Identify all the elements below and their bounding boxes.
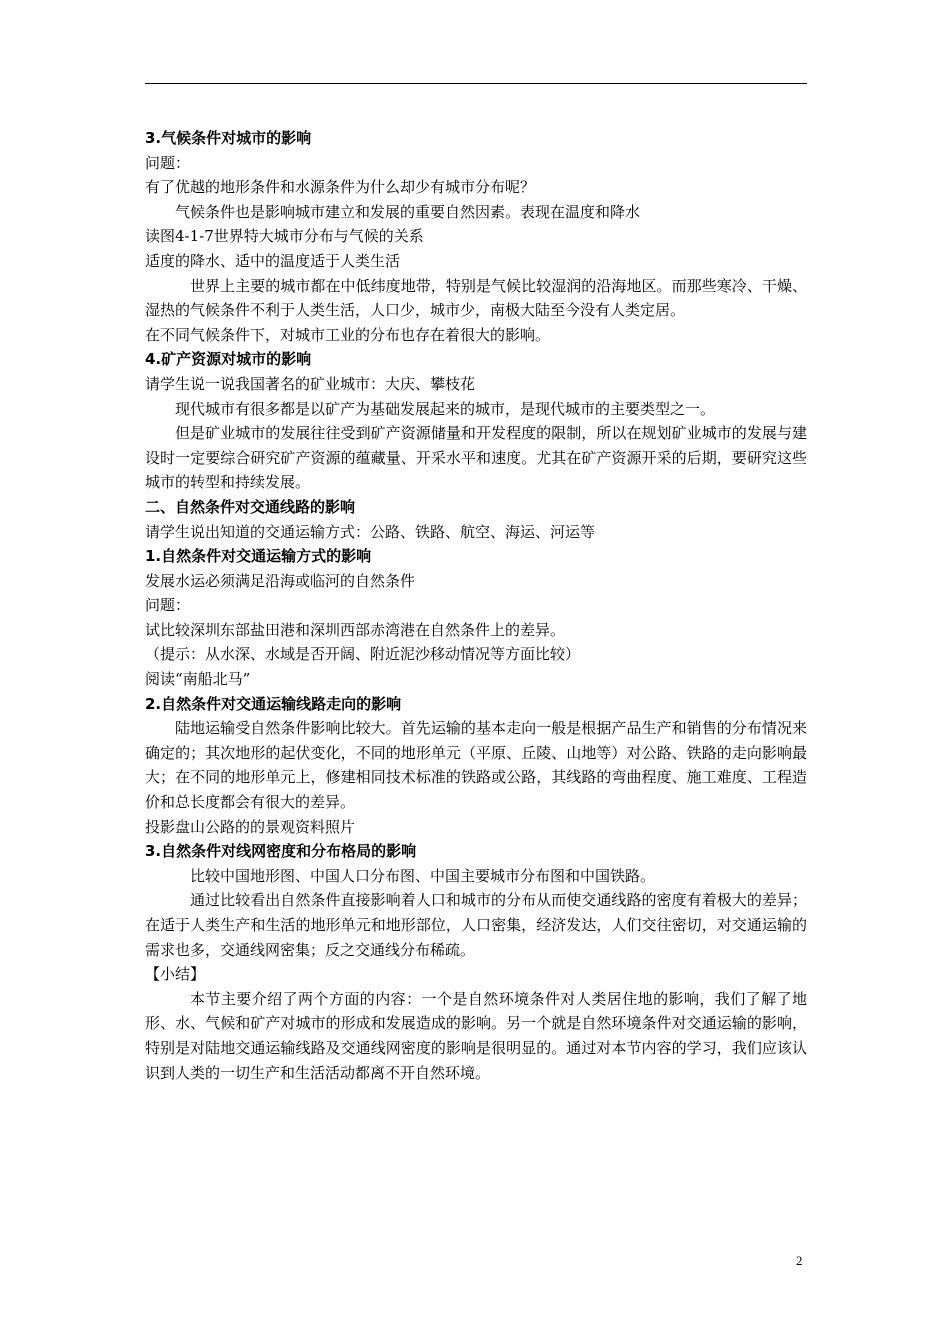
hint: （提示：从水深、水域是否开阔、附近泥沙移动情况等方面比较） xyxy=(145,645,581,664)
question-label: 问题： xyxy=(145,596,191,615)
header-rule xyxy=(145,83,807,84)
paragraph: 陆地运输受自然条件影响比较大。首先运输的基本走向一般是根据产品生产和销售的分布情况来确定的；其次地形的起伏变化，不同的地形单元（平原、丘陵、山地等）对公路、铁路的走向影响最大；在不同的地形单元上，修建相同技术标准的铁路或公路，其线路的弯曲程度、施工难度、工程造价和总长度都会有很大的差异。 xyxy=(145,719,807,812)
paragraph: 世界上主要的城市都在中低纬度地带，特别是气候比较湿润的沿海地区。而那些寒冷、干燥、湿热的气候条件不利于人类生活，人口少，城市少，南极大陆至今没有人类定居。 xyxy=(145,276,807,320)
heading-transport: 二、自然条件对交通线路的影响 xyxy=(145,497,356,516)
paragraph: 发展水运必须满足沿海或临河的自然条件 xyxy=(145,571,416,590)
paragraph: 在不同气候条件下，对城市工业的分布也存在着很大的影响。 xyxy=(145,325,551,344)
paragraph: 阅读“南船北马” xyxy=(145,670,251,689)
heading-transport-modes: 1.自然条件对交通运输方式的影响 xyxy=(145,547,372,566)
paragraph: 投影盘山公路的的景观资料照片 xyxy=(145,817,356,836)
heading-route-direction: 2.自然条件对交通运输线路走向的影响 xyxy=(145,694,402,713)
paragraph: 请学生说一说我国著名的矿业城市：大庆、攀枝花 xyxy=(145,374,476,393)
paragraph: 现代城市有很多都是以矿产为基础发展起来的城市，是现代城市的主要类型之一。 xyxy=(175,399,716,418)
paragraph: 试比较深圳东部盐田港和深圳西部赤湾港在自然条件上的差异。 xyxy=(145,620,566,639)
paragraph: 读图4-1-7世界特大城市分布与气候的关系 xyxy=(145,227,424,246)
paragraph: 但是矿业城市的发展往往受到矿产资源储量和开发程度的限制，所以在规划矿业城市的发展与建设时一定要综合研究矿产资源的蕴藏量、开采水平和速度。尤其在矿产资源开采的后期，要研究这些城市的转型和持续发展。 xyxy=(145,424,807,492)
paragraph: 比较中国地形图、中国人口分布图、中国主要城市分布图和中国铁路。 xyxy=(190,866,656,885)
heading-climate: 3.气候条件对城市的影响 xyxy=(145,129,312,147)
paragraph: 气候条件也是影响城市建立和发展的重要自然因素。表现在温度和降水 xyxy=(175,202,641,221)
summary-label: 【小结】 xyxy=(145,965,206,984)
paragraph: 适度的降水、适中的温度适于人类生活 xyxy=(145,251,401,270)
question-label: 问题： xyxy=(145,153,191,172)
paragraph: 请学生说出知道的交通运输方式：公路、铁路、航空、海运、河运等 xyxy=(145,522,596,541)
heading-network-density: 3.自然条件对线网密度和分布格局的影响 xyxy=(145,842,417,861)
document-body xyxy=(145,126,807,1085)
heading-minerals: 4.矿产资源对城市的影响 xyxy=(145,350,312,369)
summary-paragraph: 本节主要介绍了两个方面的内容：一个是自然环境条件对人类居住地的影响，我们了解了地形、水、气候和矿产对城市的形成和发展造成的影响。另一个就是自然环境条件对交通运输的影响，特别是对陆地交通运输线路及交通线网密度的影响是很明显的。通过对本节内容的学习，我们应该认识到人类的一切生产和生活活动都离不开自然环境。 xyxy=(145,989,807,1082)
paragraph: 通过比较看出自然条件直接影响着人口和城市的分布从而使交通线路的密度有着极大的差异；在适于人类生产和生活的地形单元和地形部位，人口密集，经济发达，人们交往密切，对交通运输的需求也多，交通线网密集；反之交通线分布稀疏。 xyxy=(145,891,807,959)
paragraph: 有了优越的地形条件和水源条件为什么却少有城市分布呢？ xyxy=(145,178,536,197)
page-number: 2 xyxy=(796,1253,803,1268)
